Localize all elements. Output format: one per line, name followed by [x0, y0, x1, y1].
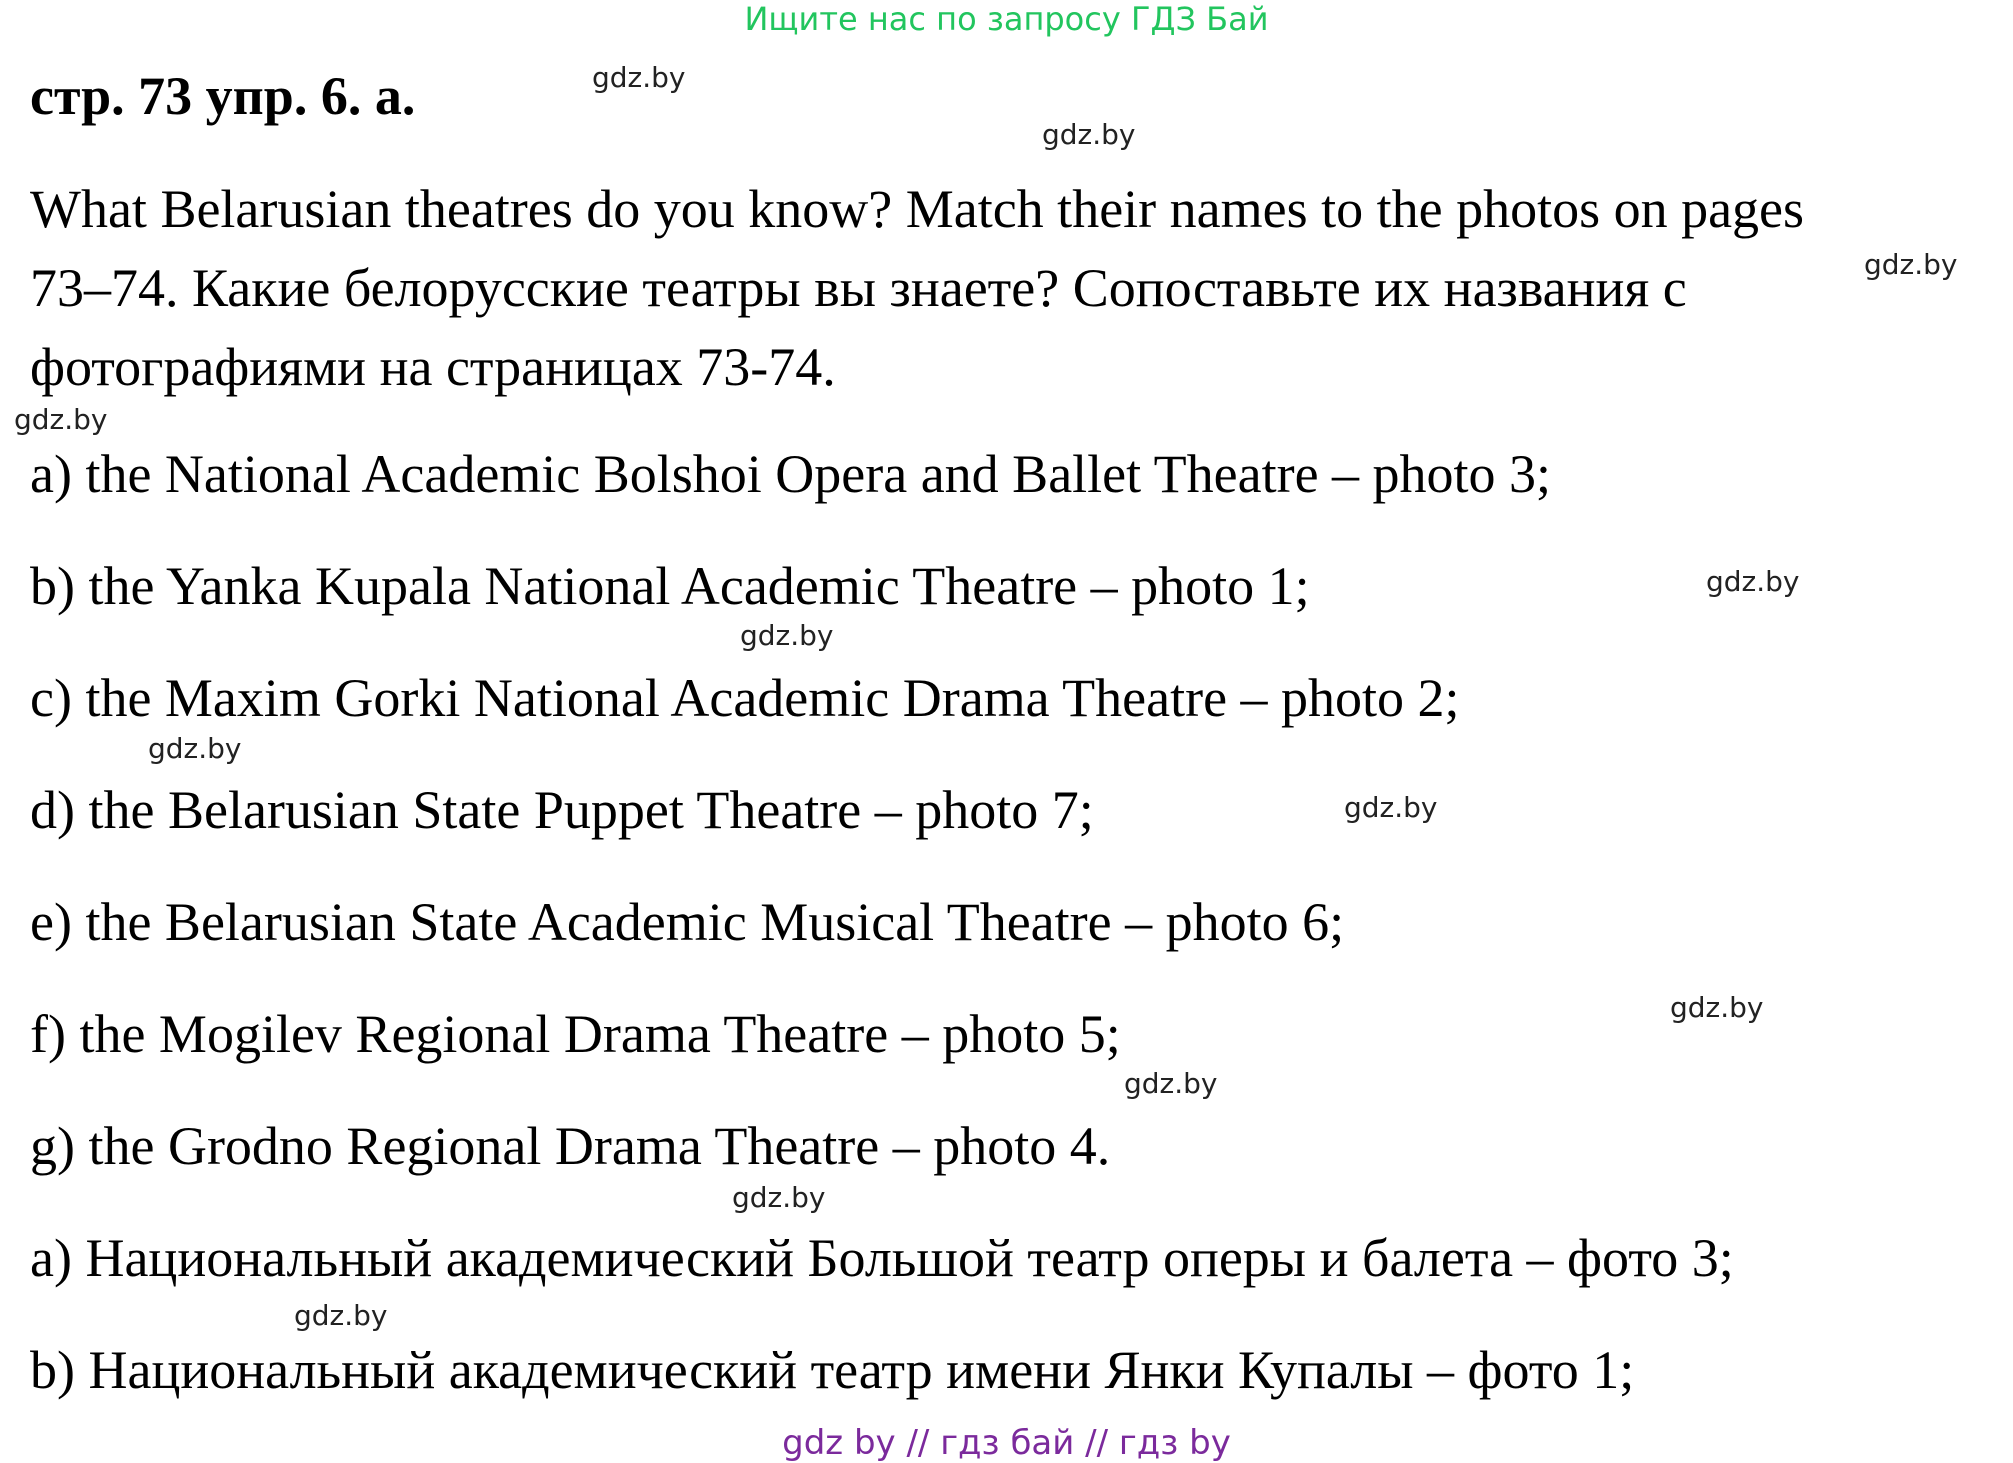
answer-line-ru-b: b) Национальный академический театр имени Янки Купалы – фото 1; [30, 1340, 1635, 1400]
answer-line-ru-a: а) Национальный академический Большой театр оперы и балета – фото 3; [30, 1228, 1734, 1288]
watermark: gdz.by [1124, 1067, 1218, 1100]
footer-watermark: gdz by // гдз бай // гдз by [782, 1423, 1231, 1463]
answer-line-a: a) the National Academic Bolshoi Opera and Ballet Theatre – photo 3; [30, 444, 1552, 504]
watermark: gdz.by [294, 1299, 388, 1332]
watermark: gdz.by [1670, 991, 1764, 1024]
watermark: gdz.by [732, 1181, 826, 1214]
instruction-line: фотографиями на страницах 73-74. [30, 337, 836, 397]
watermark: gdz.by [148, 732, 242, 765]
watermark: gdz.by [592, 61, 686, 94]
watermark: gdz.by [740, 619, 834, 652]
answer-line-e: e) the Belarusian State Academic Musical Theatre – photo 6; [30, 892, 1345, 952]
top-banner: Ищите нас по запросу ГДЗ Бай [744, 0, 1269, 38]
answer-line-d: d) the Belarusian State Puppet Theatre – photo 7; [30, 780, 1094, 840]
page-title: стр. 73 упр. 6. а. [30, 66, 416, 126]
answer-line-f: f) the Mogilev Regional Drama Theatre – photo 5; [30, 1004, 1121, 1064]
exercise-instructions [30, 170, 2010, 407]
answer-line-c: c) the Maxim Gorki National Academic Drama Theatre – photo 2; [30, 668, 1460, 728]
watermark: gdz.by [1042, 118, 1136, 151]
watermark: gdz.by [1706, 565, 1800, 598]
instruction-line: What Belarusian theatres do you know? Match their names to the photos on pages [30, 179, 1805, 239]
watermark: gdz.by [1864, 248, 1958, 281]
answer-line-b: b) the Yanka Kupala National Academic Theatre – photo 1; [30, 556, 1310, 616]
watermark: gdz.by [14, 403, 108, 436]
instruction-line: 73–74. Какие белорусские театры вы знаете? Сопоставьте их названия с [30, 258, 1687, 318]
answer-line-g: g) the Grodno Regional Drama Theatre – photo 4. [30, 1116, 1111, 1176]
watermark: gdz.by [1344, 791, 1438, 824]
